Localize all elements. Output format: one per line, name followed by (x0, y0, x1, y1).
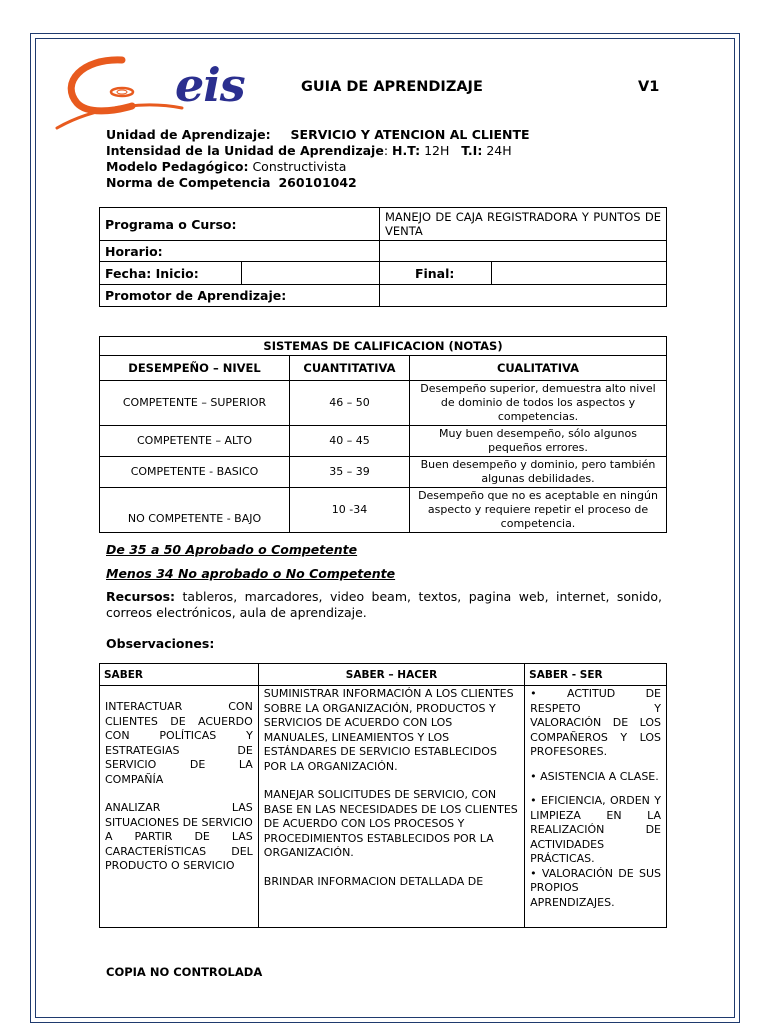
logo-swoosh-lower (57, 105, 182, 128)
grade-range: 10 -34 (290, 488, 410, 533)
grade-level: NO COMPETENTE - BAJO (100, 488, 290, 533)
resources-value: tableros, marcadores, video beam, textos, pagina web, internet, sonido, correos electrónicos, aula de aprendizaje. (106, 589, 662, 620)
logo-swoosh-upper (71, 60, 132, 111)
saber-ser-item: • ASISTENCIA A CLASE. (530, 769, 659, 783)
grading-header-quant: CUANTITATIVA (290, 356, 410, 381)
logo-eye-pupil (117, 90, 127, 94)
grading-table (99, 336, 667, 533)
unidad-value: SERVICIO Y ATENCION AL CLIENTE (290, 127, 530, 142)
final-label: Final: (379, 262, 491, 285)
grade-level: COMPETENTE - BASICO (100, 457, 290, 488)
program-table (99, 207, 667, 307)
final-value[interactable] (491, 262, 666, 285)
document-title: GUIA DE APRENDIZAJE (301, 79, 483, 95)
intensidad-label: Intensidad de la Unidad de Aprendizaje (106, 143, 384, 158)
grade-range: 40 – 45 (290, 426, 410, 457)
programa-value: MANEJO DE CAJA REGISTRADORA Y PUNTOS DE VENTA (379, 208, 666, 241)
footer-copy-notice: COPIA NO CONTROLADA (106, 965, 263, 979)
modelo-label: Modelo Pedagógico: (106, 159, 249, 174)
unidad-row (106, 127, 530, 143)
grade-desc: Muy buen desempeño, sólo algunos pequeños errores. (410, 426, 667, 457)
skills-table (99, 663, 667, 928)
saber-hacer-cell (258, 686, 524, 928)
grade-desc: Desempeño que no es aceptable en ningún aspecto y requiere repetir el proceso de competencia. (410, 488, 667, 533)
saber-hacer-item: BRINDAR INFORMACION DETALLADA DE (263, 874, 484, 888)
grade-range: 46 – 50 (290, 381, 410, 426)
modelo-row (106, 159, 530, 175)
ht-label: H.T: (392, 143, 421, 158)
grade-level: COMPETENTE – ALTO (100, 426, 290, 457)
norma-row (106, 175, 530, 191)
failed-criteria: Menos 34 No aprobado o No Competente (106, 566, 396, 581)
observations-label: Observaciones: (106, 636, 215, 651)
horario-label: Horario: (100, 241, 380, 262)
grade-desc: Desempeño superior, demuestra alto nivel de dominio de todos los aspectos y competencias. (410, 381, 667, 426)
unidad-label: Unidad de Aprendizaje: (106, 127, 271, 142)
grade-range: 35 – 39 (290, 457, 410, 488)
grading-title: SISTEMAS DE CALIFICACION (NOTAS) (100, 337, 667, 356)
resources-paragraph (106, 589, 662, 621)
document-version: V1 (638, 79, 660, 95)
table-row (100, 457, 667, 488)
saber-item: INTERACTUAR CON CLIENTES DE ACUERDO CON POLÍTICAS Y ESTRATEGIAS DE SERVICIO DE LA COMPAÑÍA (105, 700, 253, 786)
program-row (100, 208, 667, 241)
ti-label: T.I: (461, 143, 483, 158)
grading-header-qual: CUALITATIVA (410, 356, 667, 381)
table-row (100, 426, 667, 457)
approved-criteria: De 35 a 50 Aprobado o Competente (106, 542, 358, 557)
promotor-label: Promotor de Aprendizaje: (100, 285, 380, 307)
saber-hacer-item: MANEJAR SOLICITUDES DE SERVICIO, CON BASE EN LAS NECESIDADES DE LOS CLIENTES DE ACUERDO CON LOS PROCESOS Y PROCEDIMIENTOS ESTABLECIDOS POR LA ORGANIZACIÓN. (263, 788, 518, 859)
ti-value: 24H (486, 143, 512, 158)
ht-value: 12H (424, 143, 450, 158)
skills-body-row (100, 686, 667, 928)
promotor-row (100, 285, 667, 307)
unit-info (106, 127, 530, 191)
saber-ser-item: • ACTITUD DE RESPETO Y VALORACIÓN DE LOS COMPAÑEROS Y LOS PROFESORES. (530, 687, 661, 758)
table-row (100, 488, 667, 533)
saber-ser-cell (525, 686, 667, 928)
table-row (100, 381, 667, 426)
horario-value[interactable] (379, 241, 666, 262)
logo-text: eis (175, 58, 245, 112)
norma-value: 260101042 (278, 175, 357, 190)
modelo-value: Constructivista (252, 159, 347, 174)
saber-cell (100, 686, 259, 928)
fecha-inicio-value[interactable] (242, 262, 380, 285)
fecha-row (100, 262, 667, 285)
resources-label: Recursos: (106, 589, 176, 604)
skills-header-row (100, 664, 667, 686)
grading-title-row (100, 337, 667, 356)
saber-hacer-item: SUMINISTRAR INFORMACIÓN A LOS CLIENTES SOBRE LA ORGANIZACIÓN, PRODUCTOS Y SERVICIOS DE ACUERDO CON LOS MANUALES, LINEAMIENTOS Y LOS ESTÁNDARES DE SERVICIO ESTABLECIDOS POR LA ORGANIZACIÓN. (263, 687, 514, 773)
company-logo-swoosh (52, 48, 282, 138)
saber-ser-item: • VALORACIÓN DE SUS PROPIOS APRENDIZAJES. (530, 866, 661, 909)
grading-header-level: DESEMPEÑO – NIVEL (100, 356, 290, 381)
promotor-value[interactable] (379, 285, 666, 307)
norma-label: Norma de Competencia (106, 175, 271, 190)
skills-header-saber: SABER (100, 664, 259, 686)
grade-level: COMPETENTE – SUPERIOR (100, 381, 290, 426)
saber-item: ANALIZAR LAS SITUACIONES DE SERVICIO A PARTIR DE LAS CARACTERÍSTICAS DEL PRODUCTO O SERVICIO (105, 801, 253, 872)
skills-header-saber-hacer: SABER – HACER (258, 664, 524, 686)
saber-ser-item: • EFICIENCIA, ORDEN Y LIMPIEZA EN LA REALIZACIÓN DE ACTIVIDADES PRÁCTICAS. (530, 794, 661, 865)
grading-header-row (100, 356, 667, 381)
horario-row (100, 241, 667, 262)
skills-header-saber-ser: SABER - SER (525, 664, 667, 686)
fecha-inicio-label: Fecha: Inicio: (100, 262, 242, 285)
grade-desc: Buen desempeño y dominio, pero también algunas debilidades. (410, 457, 667, 488)
intensidad-row: Intensidad de la Unidad de Aprendizaje: H.T: 12H T.I: 24H (106, 143, 512, 158)
programa-label: Programa o Curso: (100, 208, 380, 241)
